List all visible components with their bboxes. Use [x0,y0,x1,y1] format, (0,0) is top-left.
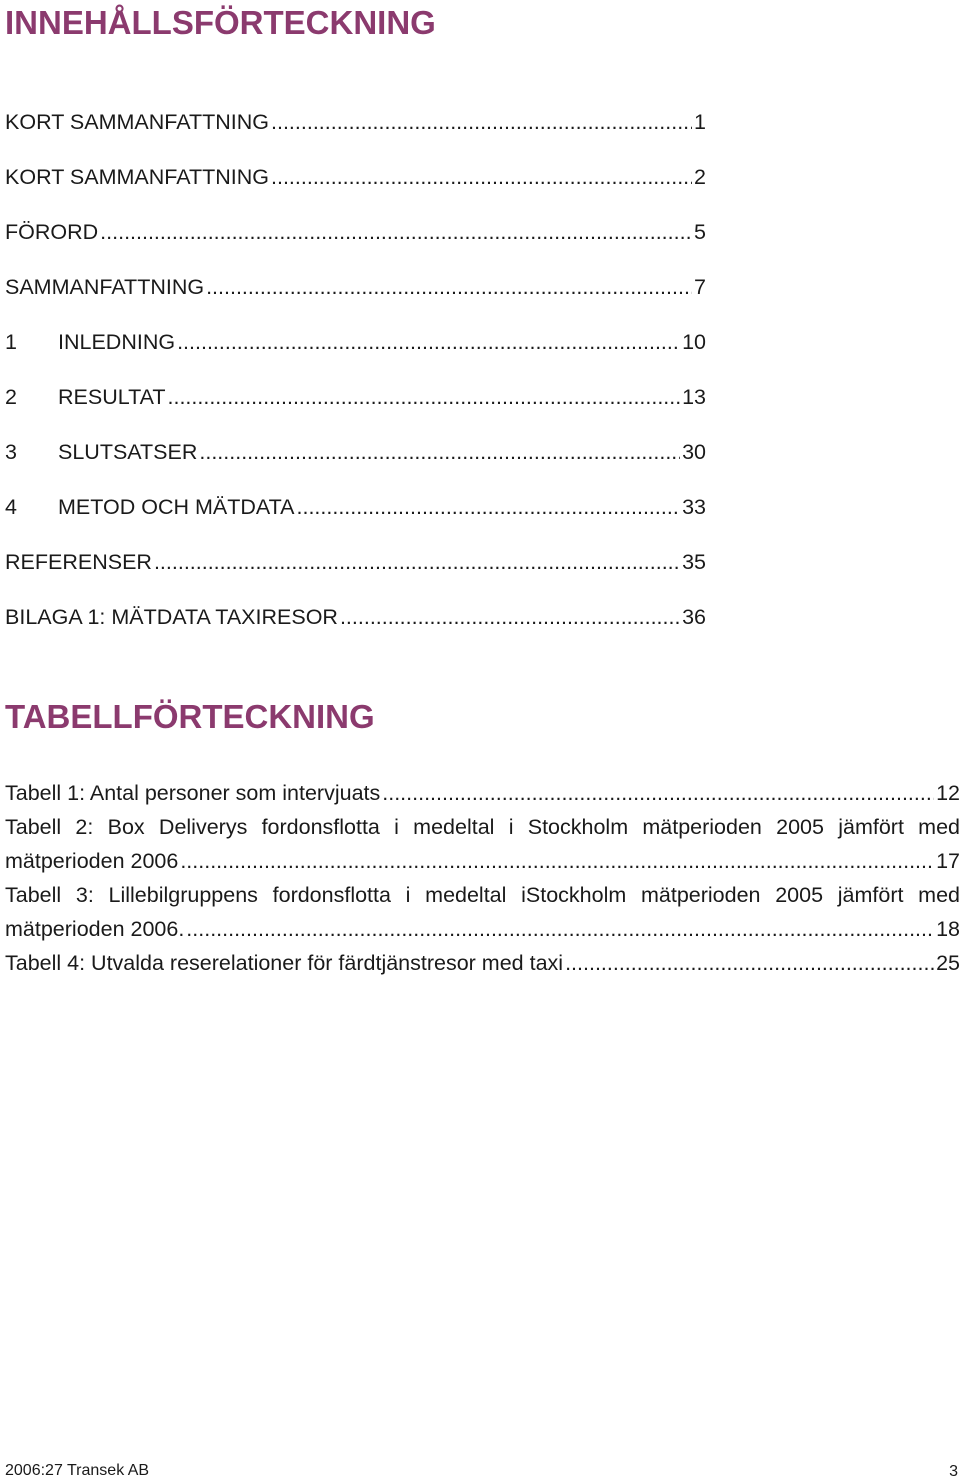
table-entry-label: Tabell 4: Utvalda reserelationer för färdtjänstresor med taxi [5,951,564,975]
table-entry-4[interactable] [5,946,960,980]
table-entry-3[interactable] [5,878,960,946]
toc-entry-page: 7 [694,275,706,299]
toc-entry-label: INLEDNING [58,330,176,354]
toc-entry-number: 3 [5,440,17,464]
toc-entry-page: 1 [694,110,706,134]
dot-leader [177,330,680,355]
toc-entry-inledning[interactable] [5,330,706,385]
toc-entry-page: 33 [682,495,706,519]
table-list [5,776,960,980]
toc-list [5,110,706,660]
footer-page-number: 3 [949,1463,958,1480]
dot-leader [340,605,680,630]
footer-report-id: 2006:27 Transek AB [5,1462,150,1479]
dot-leader [186,912,934,946]
table-entry-page: 12 [936,781,960,805]
toc-entry-slutsatser[interactable] [5,440,706,495]
toc-entry-number: 4 [5,495,17,519]
toc-entry-label: SLUTSATSER [58,440,198,464]
dot-leader [168,385,681,410]
toc-entry-page: 2 [694,165,706,189]
dot-leader [199,440,680,465]
dot-leader [180,844,934,878]
table-entry-label: mätperioden 2006. [5,917,185,941]
dot-leader [271,165,692,190]
toc-entry-label: KORT SAMMANFATTNING [5,165,269,189]
toc-entry-page: 10 [682,330,706,354]
toc-entry-page: 5 [694,220,706,244]
table-list-heading: TABELLFÖRTECKNING [5,698,375,735]
table-entry-label: Tabell 1: Antal personer som intervjuats [5,781,381,805]
toc-entry-kort-sammanfattning-2[interactable] [5,165,706,220]
toc-entry-metod-och-matdata[interactable] [5,495,706,550]
dot-leader [297,495,681,520]
toc-entry-label: KORT SAMMANFATTNING [5,110,269,134]
table-entry-page: 18 [936,917,960,941]
toc-entry-page: 30 [682,440,706,464]
toc-entry-page: 35 [682,550,706,574]
dot-leader [154,550,680,575]
toc-entry-sammanfattning[interactable] [5,275,706,330]
toc-entry-page: 36 [682,605,706,629]
toc-entry-number: 1 [5,330,17,354]
toc-entry-referenser[interactable] [5,550,706,605]
table-entry-page: 17 [936,849,960,873]
toc-entry-label: SAMMANFATTNING [5,275,205,299]
table-entry-page: 25 [936,951,960,975]
toc-entry-number: 2 [5,385,17,409]
dot-leader [271,110,692,135]
toc-entry-kort-sammanfattning-1[interactable] [5,110,706,165]
toc-entry-forord[interactable] [5,220,706,275]
toc-entry-label: RESULTAT [58,385,166,409]
table-entry-1[interactable] [5,776,960,810]
toc-entry-resultat[interactable] [5,385,706,440]
toc-heading: INNEHÅLLSFÖRTECKNING [5,4,436,41]
dot-leader [565,946,934,980]
toc-entry-label: BILAGA 1: MÄTDATA TAXIRESOR [5,605,338,629]
toc-entry-label: METOD OCH MÄTDATA [58,495,295,519]
dot-leader [100,220,692,245]
table-entry-2[interactable] [5,810,960,878]
toc-entry-bilaga-1[interactable] [5,605,706,660]
table-entry-label: mätperioden 2006 [5,849,179,873]
dot-leader [382,776,934,810]
table-entry-label-line1: Tabell 3: Lillebilgruppens fordonsflotta i medeltal iStockholm mätperioden 2005 jämfört med [5,883,960,907]
toc-entry-page: 13 [682,385,706,409]
toc-entry-label: FÖRORD [5,220,99,244]
table-entry-label-line1: Tabell 2: Box Deliverys fordonsflotta i medeltal i Stockholm mätperioden 2005 jämfört med [5,815,960,839]
toc-entry-label: REFERENSER [5,550,152,574]
dot-leader [206,275,692,300]
